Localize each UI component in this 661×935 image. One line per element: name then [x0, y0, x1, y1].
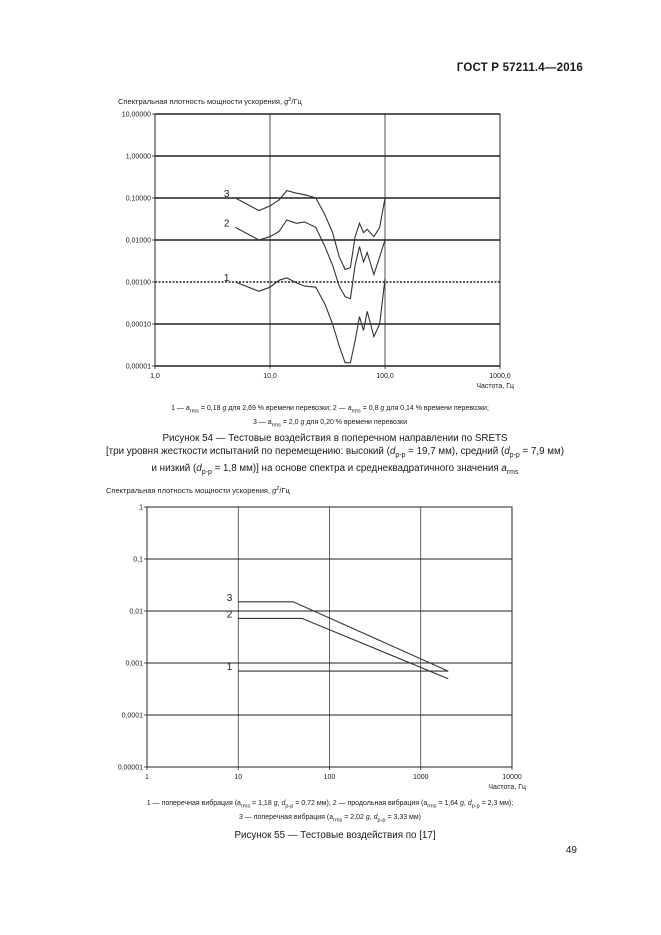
c1-xaxis-label: Частота, Гц — [476, 383, 514, 390]
figure-54-caption — [90, 432, 580, 479]
figure-55-legend — [60, 798, 600, 827]
c2-xtick-label: 100 — [323, 774, 336, 781]
figure-54-caption-line3: и низкий ($d_{p-p} = 1,8$ мм)] на основе спектра и среднеквадратичного значения $a_{rms}$ — [151, 462, 519, 476]
figure-55-legend-line2: 3 — поперечная вибрация ($a_{rms} = 2,02$ g, $d_{p-p} = 3,33$ мм) — [238, 814, 422, 824]
c1-series-3-label: 3 — [223, 189, 230, 200]
c2-series-2-label: 2 — [226, 609, 233, 621]
chart2-title — [106, 486, 291, 495]
chart2-title-sup: 2 — [276, 486, 280, 492]
c1-ytick-label: 0,01000 — [125, 237, 151, 245]
figure-54-chart — [0, 90, 661, 410]
c2-series-3-label: 3 — [226, 592, 233, 604]
figure-54-legend-line2: 3 — $a_{rms} = 2,0$ g для 0,20 % времени перевозки — [252, 419, 408, 429]
chart1-title-unit: /Гц — [291, 97, 302, 106]
document-header: ГОСТ Р 57211.4—2016 — [456, 62, 583, 74]
c2-xtick-label: 1000 — [412, 774, 429, 781]
c2-ytick-label: 0,1 — [133, 556, 143, 564]
chart1-title-main: Спектральная плотность мощности ускорения, — [118, 97, 285, 106]
figure-55-chart — [0, 482, 661, 797]
c1-series-1-label: 1 — [223, 273, 230, 284]
chart1-title-g: g — [284, 97, 289, 106]
page-number: 49 — [565, 845, 577, 856]
figure-54-legend-line1: 1 — $a_{rms} = 0,18$ g для 2,69 % времени перевозки; 2 — $a_{rms} = 0,8$ g для 0,14 % времени перевозки; — [171, 405, 489, 415]
c2-ytick-label: 0,0001 — [121, 712, 143, 720]
c2-series-1-label: 1 — [226, 662, 233, 674]
chart1-title — [118, 97, 303, 106]
c1-xtick-label: 1,0 — [150, 373, 160, 380]
c1-series-1-line — [235, 278, 385, 363]
chart2-title-unit: /Гц — [279, 486, 290, 495]
figure-54-legend — [70, 403, 590, 432]
c2-ytick-label: 1 — [139, 504, 143, 512]
c1-ytick-label: 10,00000 — [121, 111, 151, 119]
c1-ytick-label: 0,00001 — [125, 363, 151, 371]
c1-ytick-label: 0,10000 — [125, 195, 151, 203]
c1-ytick-label: 0,00010 — [125, 321, 151, 329]
figure-54-caption-line2: [три уровня жесткости испытаний по перемещению: высокий ($d_{p-p} = 19,7$ мм), средний ($d_{p-p} = 7,9$ мм) — [105, 446, 565, 459]
c2-series-3-line — [238, 602, 448, 671]
c2-series-2-line — [238, 618, 448, 678]
c1-xtick-label: 100,0 — [376, 373, 394, 380]
chart2-title-main: Спектральная плотность мощности ускорения, — [106, 486, 273, 495]
chart2-title-g: g — [272, 486, 277, 495]
c2-xtick-label: 1 — [145, 774, 149, 781]
figure-55-caption: Рисунок 55 — Тестовые воздействия по [17] — [234, 830, 436, 841]
figure-54-caption-line1: Рисунок 54 — Тестовые воздействия в поперечном направлении по SRETS — [162, 433, 508, 444]
c2-ytick-label: 0,01 — [129, 608, 143, 616]
c2-xtick-label: 10000 — [502, 774, 522, 781]
c1-xtick-label: 1000,0 — [489, 373, 511, 380]
c2-ytick-label: 0,001 — [125, 660, 143, 668]
c1-xtick-label: 10,0 — [263, 373, 277, 380]
c2-xtick-label: 10 — [234, 774, 243, 781]
c1-ytick-label: 0,00100 — [125, 279, 151, 287]
c2-xaxis-label: Частота, Гц — [488, 784, 526, 791]
chart1-title-sup: 2 — [288, 97, 292, 103]
c1-ytick-label: 1,00000 — [125, 153, 151, 161]
c2-ytick-label: 0,00001 — [117, 764, 143, 772]
c1-series-2-label: 2 — [223, 218, 230, 230]
figure-55-legend-line1: 1 — поперечная вибрация ($a_{rms} = 1,18$ g, $d_{p-p} = 0,72$ мм); 2 — продольная вибрация ($a_{rms} = 1,64$ g, $d_{p-p} = 2,3$ мм); — [146, 800, 514, 810]
